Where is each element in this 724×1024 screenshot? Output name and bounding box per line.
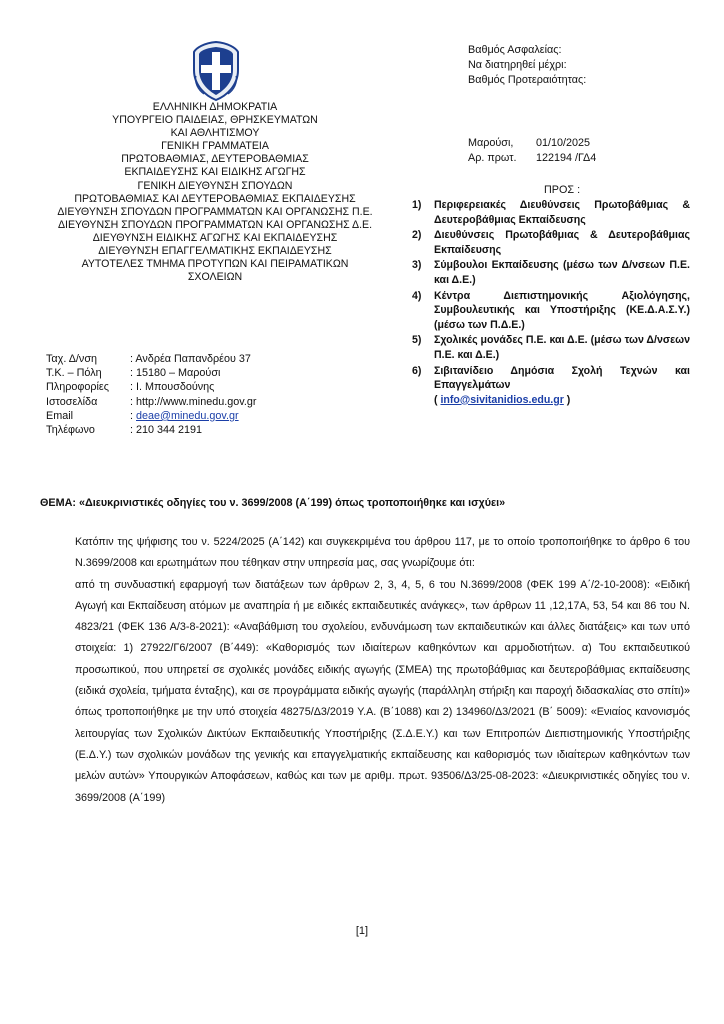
contact-row: [46, 409, 256, 423]
website-value: : http://www.minedu.gov.gr: [130, 395, 257, 408]
place-label: Μαρούσι,: [468, 137, 514, 149]
body-paragraph: Κατόπιν της ψήφισης του ν. 5224/2025 (Α΄142) και συγκεκριμένα του άρθρου 117, με το οποίο τροποποιήθηκε το άρθρο 6 του Ν.3699/2008 και ερωτημάτων που τέθηκαν στην υπηρεσία μας, σας γνωρίζουμε ότι:: [75, 536, 690, 570]
item-number: 6): [412, 364, 422, 377]
issuer-header: [40, 101, 390, 284]
sivitanidios-email-link[interactable]: info@sivitanidios.edu.gr: [440, 393, 564, 406]
contact-row: [46, 380, 256, 394]
item-text: Σύμβουλοι Εκπαίδευσης (μέσω των Δ/νσεων Π.Ε. και Δ.Ε.): [434, 259, 690, 286]
item-number: 1): [412, 199, 422, 211]
contact-label: Τηλέφωνο: [46, 424, 95, 437]
list-item: [412, 333, 690, 362]
item-text: Περιφερειακές Διευθύνσεις Πρωτοβάθμιας & Δευτεροβάθμιας Εκπαίδευσης: [434, 199, 690, 226]
document-body: [75, 532, 690, 809]
paren-open: (: [434, 393, 441, 406]
item-number: 5): [412, 334, 422, 347]
item-text-main: Σιβιτανίδειο Δημόσια Σχολή Τεχνών και Επαγγελμάτων: [434, 364, 690, 392]
hellenic-republic-emblem: [190, 40, 242, 102]
contact-label: Τ.Κ. – Πόλη: [46, 367, 102, 380]
body-paragraph: από τη συνδυαστική εφαρμογή των διατάξεων των άρθρων 2, 3, 4, 5, 6 του Ν.3699/2008 (ΦΕΚ 199 Α΄/2-10-2008): «Ειδική Αγωγή και Εκπαίδευση ατόμων με αναπηρία ή με ειδικές εκπαιδευτικές ανάγκες», των άρθρων 11 ,12,17Α, 53, 54 και 86 του Ν. 4823/21 (ΦΕΚ 136 Α/3-8-2021): «Αναβάθμιση του σχολείου, ενδυνάμωση των εκπαιδευτικών και άλλες διατάξεις» και των υπό στοιχεία: 1) 27922/Γ6/2007 (Β΄449): «Καθορισμός των ιδιαίτερων καθηκόντων και αρμοδιοτήτων. α) Του εκπαιδευτικού προσωπικού, που υπηρετεί σε σχολικές μονάδες ειδικής αγωγής (ΣΜΕΑ) της πρωτοβάθμιας και δευτεροβάθμιας εκπαίδευσης (ειδικά σχολεία, τμήματα ένταξης), και σε προγράμματα ειδικής αγωγής (παράλληλη στήριξη και παροχή διδασκαλίας στο σπίτι)» όπως τροποποιήθηκε με την υπό στοιχεία 48275/Δ3/2019 Υ.Α. (Β΄1088) και 2) 134960/Δ3/2021 (Β΄ 5009): «Ενιαίος κανονισμός λειτουργίας των Σχολικών Δικτύων Εκπαιδευτικής Υποστήριξης (Σ.Δ.Ε.Υ.) και των Επιτροπών Διεπιστημονικής Υποστήριξης (Ε.Δ.Υ.) των σχολικών μονάδων της γενικής και επαγγελματικής εκπαίδευσης και καθορισμός των ιδιαίτερων καθηκόντων των μελών αυτών» Υπουργικών Αποφάσεων, καθώς και των με αριθμ. πρωτ. 93506/Δ3/25-08-2023: «Διευκρινιστικές οδηγίες του ν. 3699/2008 (Α΄199): [75, 578, 690, 804]
item-text: [434, 364, 690, 408]
header-line: ΓΕΝΙΚΗ ΓΡΑΜΜΑΤΕΙΑ: [161, 140, 269, 153]
header-line: ΠΡΩΤΟΒΑΘΜΙΑΣ, ΔΕΥΤΕΡΟΒΑΘΜΙΑΣ: [121, 153, 309, 166]
item-text: Διευθύνσεις Πρωτοβάθμιας & Δευτεροβάθμιας Εκπαίδευσης: [434, 229, 690, 256]
contact-row: [46, 423, 256, 437]
contact-label: Πληροφορίες: [46, 381, 109, 394]
header-line: ΔΙΕΥΘΥΝΣΗ ΣΠΟΥΔΩΝ ΠΡΟΓΡΑΜΜΑΤΩΝ ΚΑΙ ΟΡΓΑΝΩΣΗΣ Δ.Ε.: [57, 218, 373, 231]
retention: Να διατηρηθεί μέχρι:: [468, 59, 567, 71]
header-line: ΔΙΕΥΘΥΝΣΗ ΣΠΟΥΔΩΝ ΠΡΟΓΡΑΜΜΑΤΩΝ ΚΑΙ ΟΡΓΑΝΩΣΗΣ Π.Ε.: [57, 205, 373, 218]
contact-value: : Ι. Μπουσδούνης: [130, 381, 215, 394]
header-line: ΕΚΠΑΙΔΕΥΣΗΣ ΚΑΙ ΕΙΔΙΚΗΣ ΑΓΩΓΗΣ: [124, 166, 306, 179]
security-level: Βαθμός Ασφαλείας:: [468, 44, 562, 56]
to-label: ΠΡΟΣ :: [544, 184, 581, 196]
contact-label: Ταχ. Δ/νση: [46, 353, 97, 365]
email-value: [130, 409, 239, 423]
contact-block: [46, 352, 256, 437]
protocol-row: [468, 151, 596, 166]
header-line: ΚΑΙ ΑΘΛΗΤΙΣΜΟΥ: [170, 127, 260, 140]
item-number: 3): [412, 259, 422, 272]
date-row: [468, 136, 596, 151]
list-item: [412, 364, 690, 408]
recipients-list: [412, 198, 690, 408]
header-line: ΔΙΕΥΘΥΝΣΗ ΕΠΑΓΓΕΛΜΑΤΙΚΗΣ ΕΚΠΑΙΔΕΥΣΗΣ: [98, 245, 332, 258]
contact-value: : 15180 – Μαρούσι: [130, 367, 221, 380]
security-block: [468, 43, 586, 88]
email-prefix: :: [130, 409, 136, 422]
paren-close: ): [563, 393, 571, 406]
header-line: ΑΥΤΟΤΕΛΕΣ ΤΜΗΜΑ ΠΡΟΤΥΠΩΝ ΚΑΙ ΠΕΙΡΑΜΑΤΙΚΩΝ: [81, 258, 349, 271]
subject-line: ΘΕΜΑ: «Διευκρινιστικές οδηγίες του ν. 3699/2008 (Α΄199) όπως τροποποιήθηκε και ισχύει»: [40, 497, 506, 509]
priority-level: Βαθμός Προτεραιότητας:: [468, 74, 587, 86]
protocol-label: Αρ. πρωτ.: [468, 151, 517, 164]
list-item: [412, 198, 690, 227]
header-line: ΓΕΝΙΚΗ ΔΙΕΥΘΥΝΣΗ ΣΠΟΥΔΩΝ: [137, 179, 293, 192]
recipient-email: [434, 394, 570, 406]
item-text: Σχολικές μονάδες Π.Ε. και Δ.Ε. (μέσω των Δ/νσεων Π.Ε. και Δ.Ε.): [434, 334, 690, 361]
protocol-value: 122194 /ΓΔ4: [536, 151, 597, 164]
contact-label: Email: [46, 409, 73, 422]
header-line: ΕΛΛΗΝΙΚΗ ΔΗΜΟΚΡΑΤΙΑ: [152, 101, 278, 113]
list-item: [412, 228, 690, 257]
contact-value: : 210 344 2191: [130, 424, 203, 437]
contact-row: [46, 366, 256, 380]
contact-row: [46, 395, 256, 409]
contact-value: : Ανδρέα Παπανδρέου 37: [130, 353, 251, 365]
item-number: 2): [412, 229, 422, 242]
header-line: ΠΡΩΤΟΒΑΘΜΙΑΣ ΚΑΙ ΔΕΥΤΕΡΟΒΑΘΜΙΑΣ ΕΚΠΑΙΔΕΥΣΗΣ: [74, 192, 356, 205]
list-item: [412, 289, 690, 333]
date-value: 01/10/2025: [536, 137, 591, 149]
item-text: Κέντρα Διεπιστημονικής Αξιολόγησης, Συμβουλευτικής και Υποστήριξης (ΚΕ.Δ.Α.Σ.Υ.) (μέσω των Π.Δ.Ε.): [434, 289, 690, 331]
page-number: [1]: [355, 925, 369, 937]
contact-row: [46, 352, 256, 366]
header-line: ΔΙΕΥΘΥΝΣΗ ΕΙΔΙΚΗΣ ΑΓΩΓΗΣ ΚΑΙ ΕΚΠΑΙΔΕΥΣΗΣ: [92, 231, 338, 244]
email-link[interactable]: deae@minedu.gov.gr: [136, 409, 239, 422]
header-line: ΣΧΟΛΕΙΩΝ: [187, 271, 243, 284]
item-number: 4): [412, 289, 422, 302]
header-line: ΥΠΟΥΡΓΕΙΟ ΠΑΙΔΕΙΑΣ, ΘΡΗΣΚΕΥΜΑΤΩΝ: [112, 114, 318, 127]
contact-label: Ιστοσελίδα: [46, 395, 98, 408]
date-protocol-block: [468, 136, 596, 165]
list-item: [412, 258, 690, 287]
